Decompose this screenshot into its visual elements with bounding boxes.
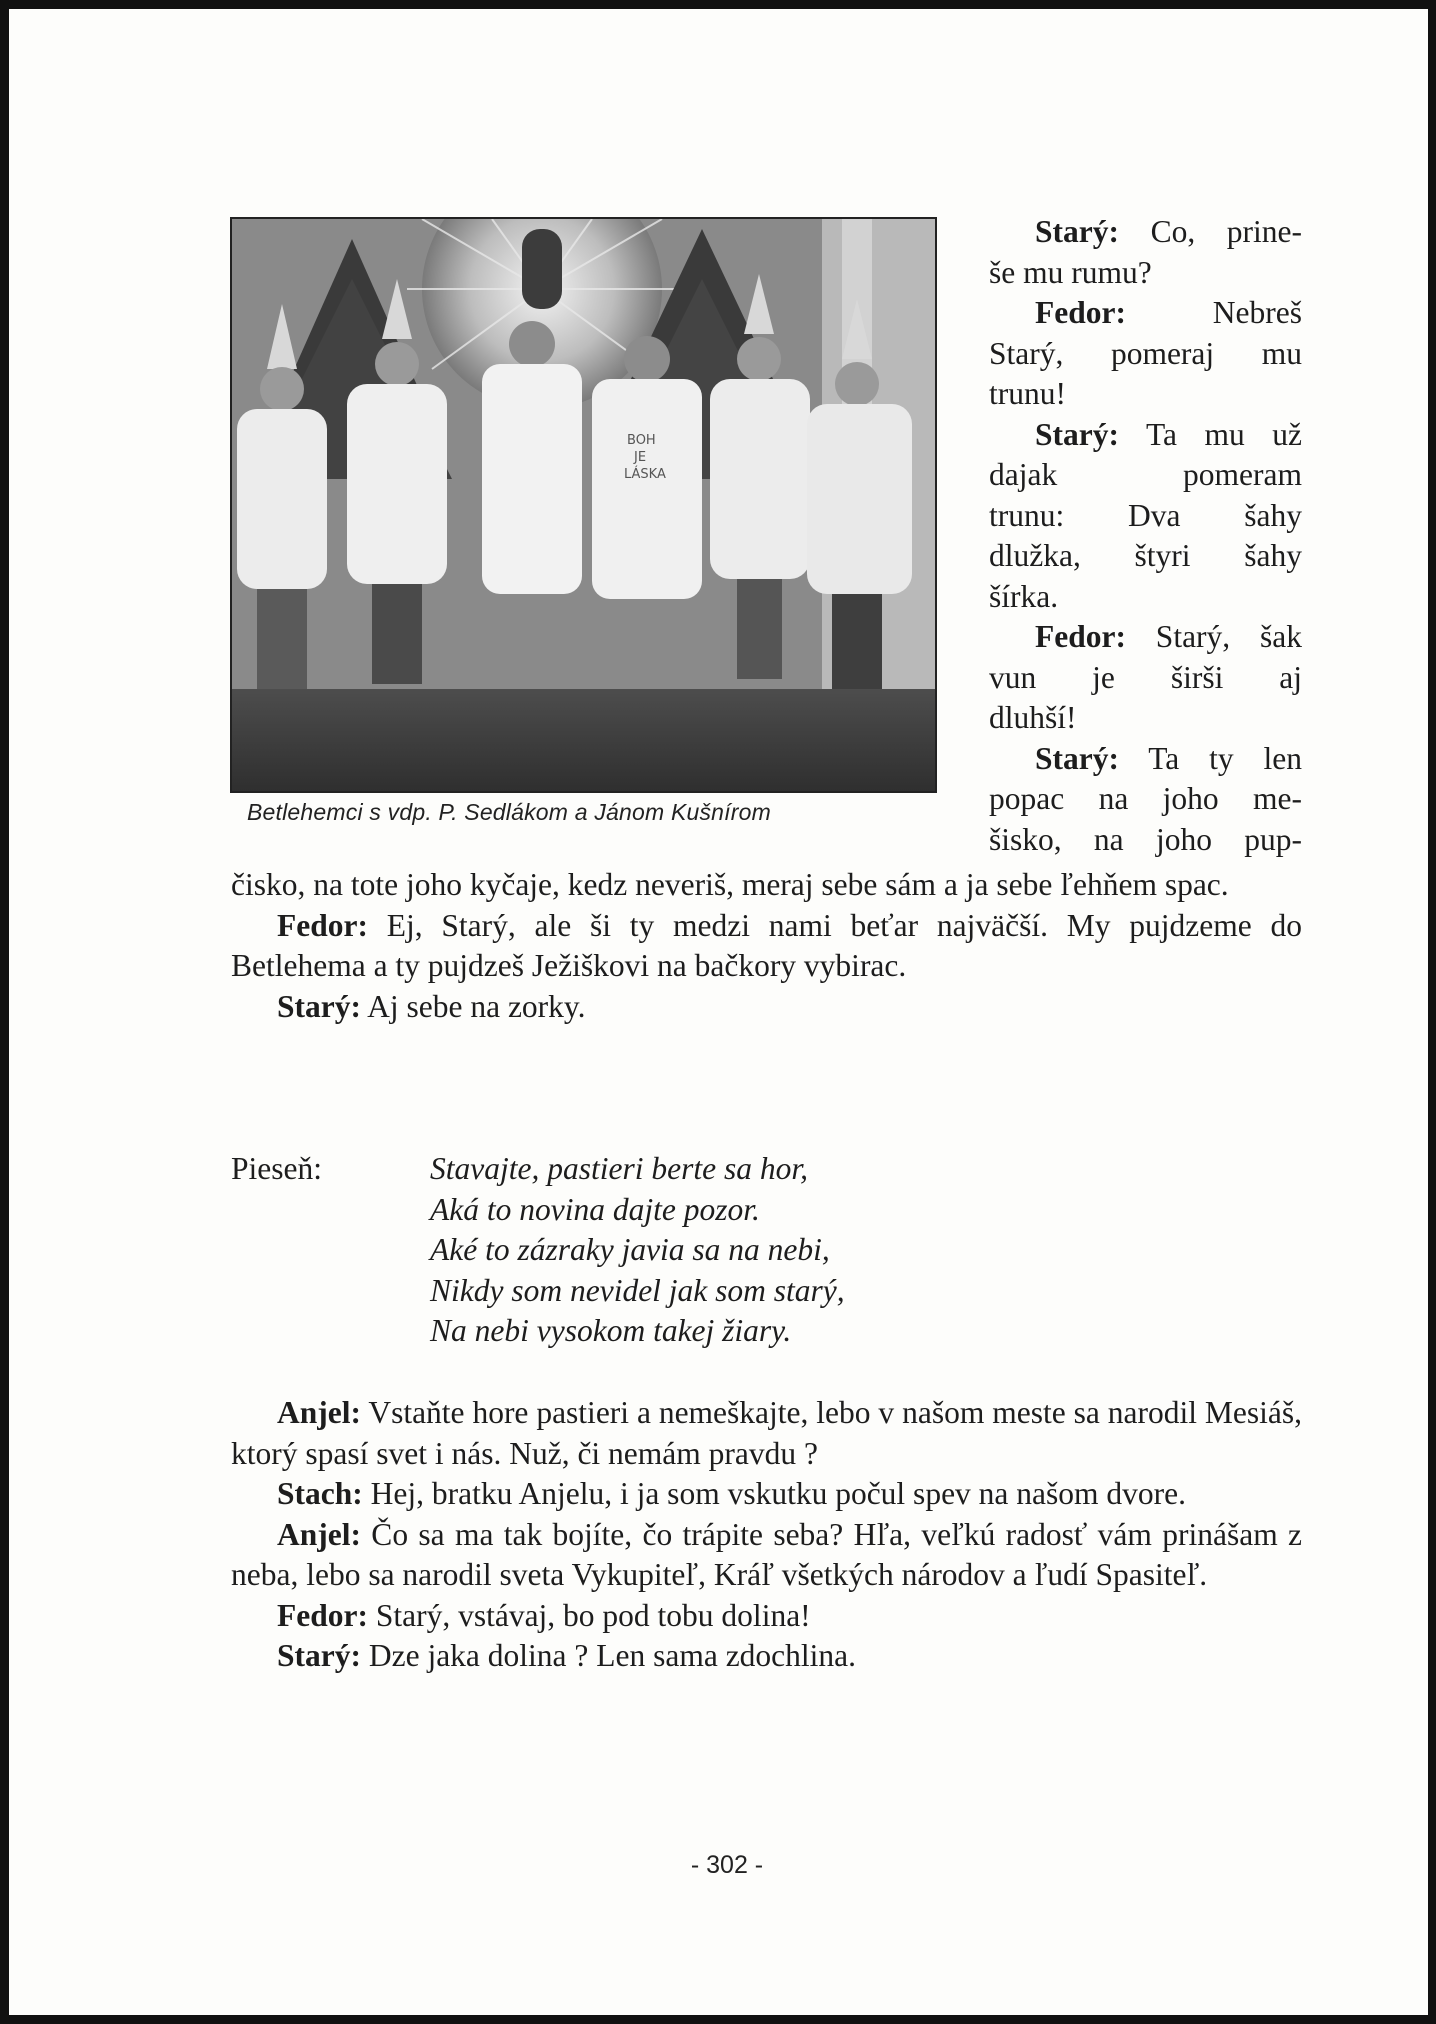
main-text bbox=[231, 865, 1302, 1027]
paragraph: Starý: Dze jaka dolina ? Len sama zdochlina. bbox=[277, 1638, 857, 1673]
song-line: Aká to novina dajte pozor. bbox=[430, 1191, 760, 1227]
side-line: Starý: Ta mu už bbox=[1035, 416, 1302, 452]
side-line: Starý: Co, prine- bbox=[1035, 214, 1302, 249]
side-line: Fedor: Nebreš bbox=[1035, 295, 1302, 330]
paragraph: Anjel: Čo sa ma tak bojíte, čo trápite seba? Hľa, veľkú radosť vám prinášam z neba, lebo sa narodil sveta Vykupiteľ, Kráľ všetkých národov a ľudí Spasiteľ. bbox=[231, 1516, 1302, 1592]
side-line: še mu rumu? bbox=[989, 254, 1152, 290]
lower-text bbox=[231, 1393, 1302, 1677]
paragraph: Fedor: Starý, vstávaj, bo pod tobu dolina! bbox=[277, 1597, 811, 1633]
side-line: dlužka, štyri šahy bbox=[989, 538, 1302, 573]
paragraph: čisko, na tote joho kyčaje, kedz neveriš, meraj sebe sám a ja sebe ľehňem spac. bbox=[231, 867, 1229, 902]
side-column-text bbox=[989, 212, 1302, 860]
song-line: Nikdy som nevidel jak som starý, bbox=[430, 1272, 845, 1308]
side-line: vun je širši aj bbox=[989, 659, 1302, 695]
side-line: šisko, na joho pup- bbox=[989, 821, 1302, 857]
side-line: dluhší! bbox=[989, 700, 1077, 735]
side-line: Starý: Ta ty len bbox=[1035, 740, 1302, 776]
svg-text:LÁSKA: LÁSKA bbox=[624, 467, 666, 482]
photo bbox=[230, 217, 937, 793]
side-line: popac na joho me- bbox=[989, 781, 1302, 816]
page-number: - 302 - bbox=[690, 1851, 764, 1879]
song-line: Aké to zázraky javia sa na nebi, bbox=[430, 1232, 830, 1267]
paragraph: Fedor: Ej, Starý, ale ši ty medzi nami beťar najväčší. My pujdzeme do Betlehema a ty pujdzeš Ježiškovi na bačkory vybirac. bbox=[231, 907, 1302, 983]
side-line: Starý, pomeraj mu bbox=[989, 335, 1302, 371]
song-line: Stavajte, pastieri berte sa hor, bbox=[430, 1151, 808, 1186]
paragraph: Anjel: Vstaňte hore pastieri a nemeškajte, lebo v našom meste sa narodil Mesiáš, ktorý spasí svet i nás. Nuž, či nemám pravdu ? bbox=[231, 1395, 1302, 1471]
side-line: šírka. bbox=[989, 578, 1059, 614]
song-line: Na nebi vysokom takej žiary. bbox=[430, 1313, 792, 1348]
paragraph: Starý: Aj sebe na zorky. bbox=[277, 988, 586, 1024]
svg-text:JE: JE bbox=[634, 450, 647, 465]
photo-image bbox=[232, 219, 935, 791]
song-label: Pieseň: bbox=[231, 1151, 322, 1186]
side-line: dajak pomeram bbox=[989, 457, 1302, 492]
svg-text:BOH: BOH bbox=[627, 433, 656, 448]
photo-caption: Betlehemci s vdp. P. Sedlákom a Jánom Kušnírom bbox=[247, 799, 771, 825]
side-line: trunu: Dva šahy bbox=[989, 497, 1302, 533]
song-lines bbox=[430, 1149, 845, 1352]
side-line: trunu! bbox=[989, 376, 1066, 411]
side-line: Fedor: Starý, šak bbox=[1035, 619, 1302, 654]
paragraph: Stach: Hej, bratku Anjelu, i ja som vskutku počul spev na našom dvore. bbox=[277, 1476, 1186, 1511]
